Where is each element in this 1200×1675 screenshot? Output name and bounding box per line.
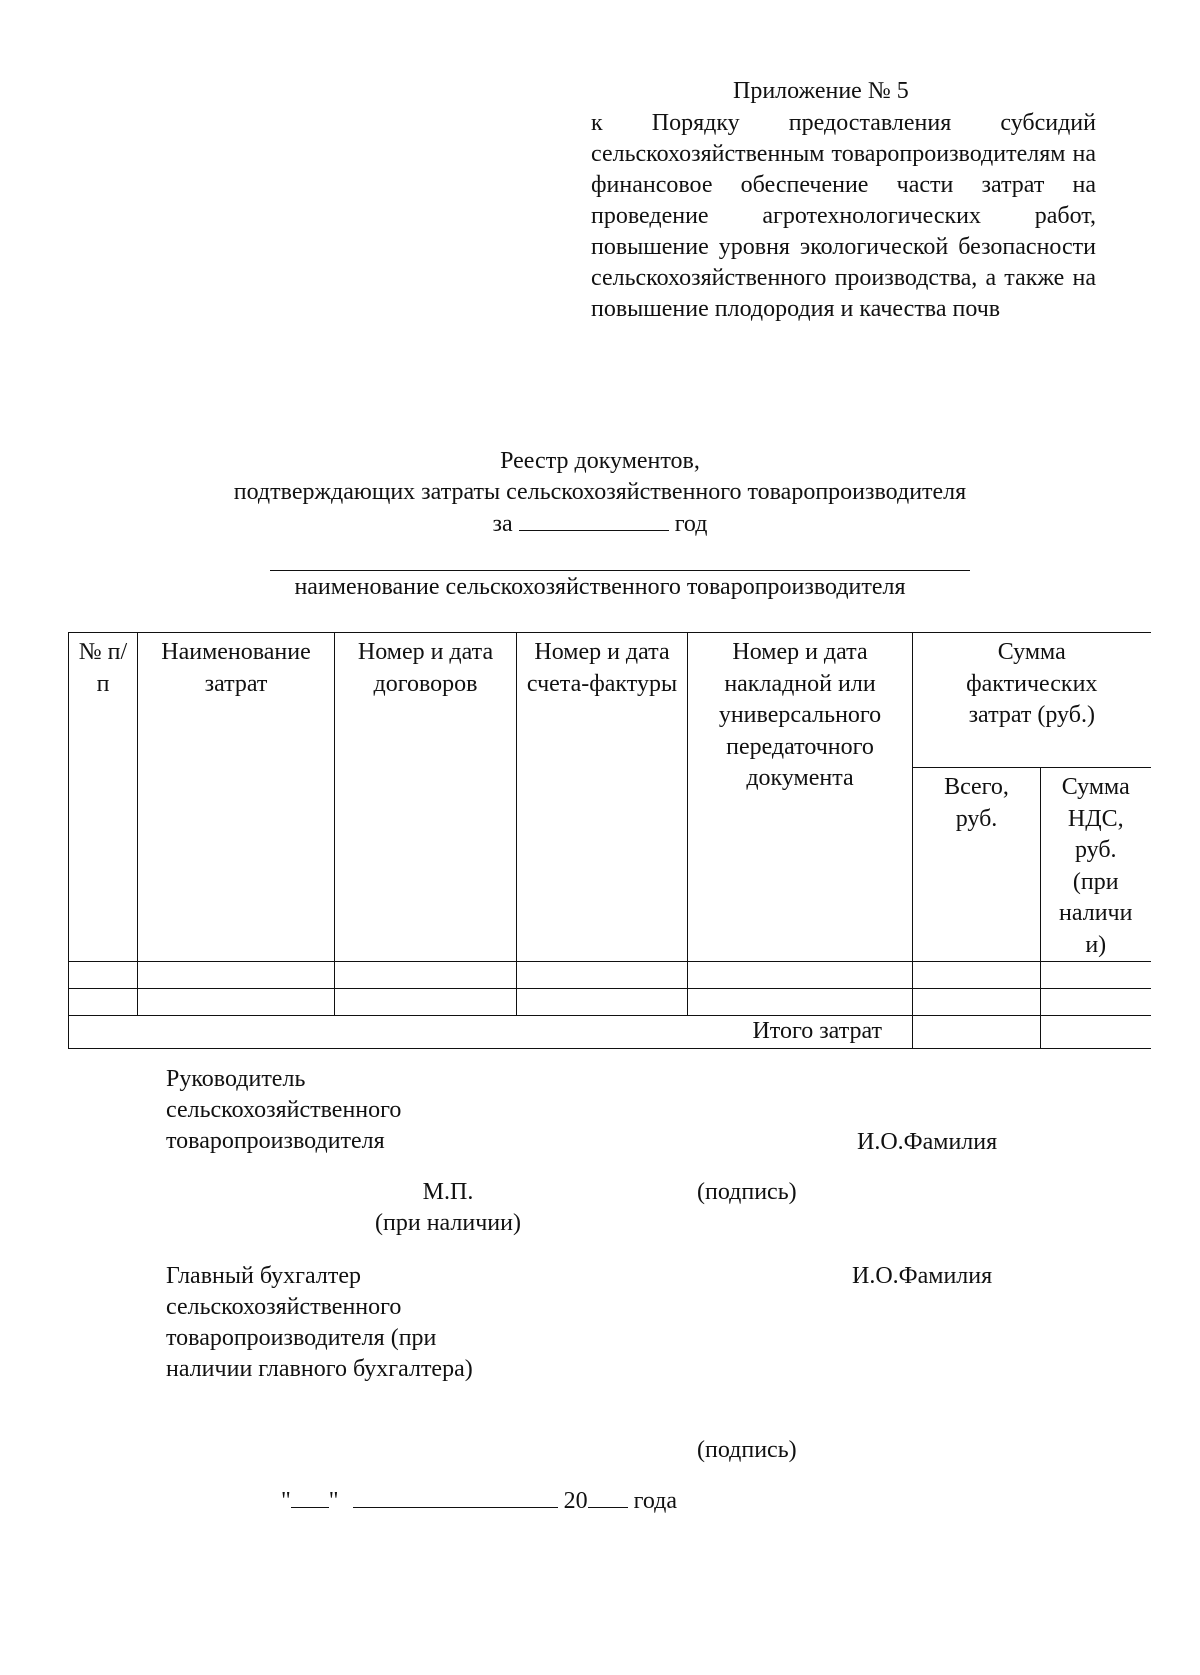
stamp-label-main: М.П. [422, 1179, 474, 1205]
total-sum-cell[interactable] [913, 1016, 1041, 1049]
table-cell[interactable] [138, 989, 335, 1016]
month-blank[interactable] [353, 1485, 558, 1508]
table-cell[interactable] [517, 962, 688, 989]
table-cell[interactable] [688, 989, 913, 1016]
producer-caption: наименование сельскохозяйственного товаропроизводителя [294, 574, 906, 600]
table-cell[interactable] [335, 962, 517, 989]
table-cell[interactable] [1041, 962, 1151, 989]
accountant-signature-label: (подпись) [697, 1437, 797, 1463]
year-digits-blank[interactable] [588, 1485, 628, 1508]
registry-subtitle: подтверждающих затраты сельскохозяйственного товаропроизводителя [233, 479, 967, 505]
accountant-name: И.О.Фамилия [852, 1263, 993, 1289]
table-cell[interactable] [138, 962, 335, 989]
total-row [69, 1016, 1151, 1049]
header-sum-group: Сумма фактических затрат (руб.) [913, 633, 1151, 768]
registry-year-line [0, 508, 1200, 540]
head-name: И.О.Фамилия [857, 1129, 998, 1155]
year-suffix: год [674, 511, 708, 537]
date-century: 20 [563, 1488, 588, 1514]
table-cell[interactable] [69, 989, 138, 1016]
date-quote-open: " [281, 1488, 291, 1514]
date-line [281, 1485, 677, 1517]
stamp-label-note: (при наличии) [375, 1210, 521, 1236]
table-cell[interactable] [69, 962, 138, 989]
table-cell[interactable] [913, 962, 1041, 989]
header-invoice: Номер и дата счета-фактуры [517, 633, 688, 962]
header-vat: Сумма НДС, руб. (при наличи и) [1041, 768, 1151, 962]
table-cell[interactable] [517, 989, 688, 1016]
table-row[interactable] [69, 962, 1151, 989]
registry-title: Реестр документов, [500, 448, 700, 474]
day-blank[interactable] [291, 1485, 329, 1508]
total-vat-cell[interactable] [1041, 1016, 1151, 1049]
year-blank[interactable] [519, 508, 669, 531]
registry-table [68, 632, 1151, 1049]
date-suffix: года [633, 1488, 678, 1514]
total-label: Итого затрат [69, 1016, 913, 1049]
date-quote-close: " [328, 1488, 339, 1514]
header-total: Всего, руб. [913, 768, 1041, 962]
table-cell[interactable] [1041, 989, 1151, 1016]
header-num: № п/п [69, 633, 138, 962]
year-prefix: за [492, 511, 513, 537]
header-contract: Номер и дата договоров [335, 633, 517, 962]
table-cell[interactable] [335, 989, 517, 1016]
appendix-title: Приложение № 5 [733, 78, 909, 104]
table-row[interactable] [69, 989, 1151, 1016]
appendix-text: к Порядку предоставления субсидий сельскохозяйственным товаропроизводителям на финансовое обеспечение части затрат на проведение агротехнологических работ, повышение уровня экологической безопасности сельскохозяйственного производства, а также на повышение плодородия и качества почв [591, 110, 1096, 322]
accountant-label: Главный бухгалтер сельскохозяйственного товаропроизводителя (при наличии главного бухгалтера) [166, 1263, 473, 1382]
table-cell[interactable] [913, 989, 1041, 1016]
header-cost-name: Наименование затрат [138, 633, 335, 962]
header-waybill: Номер и дата накладной или универсального передаточного документа [688, 633, 913, 962]
head-signature-label: (подпись) [697, 1179, 797, 1205]
table-cell[interactable] [688, 962, 913, 989]
stamp-label [348, 1177, 548, 1239]
head-label: Руководитель сельскохозяйственного товаропроизводителя [166, 1066, 402, 1154]
producer-name-blank[interactable] [270, 570, 970, 571]
